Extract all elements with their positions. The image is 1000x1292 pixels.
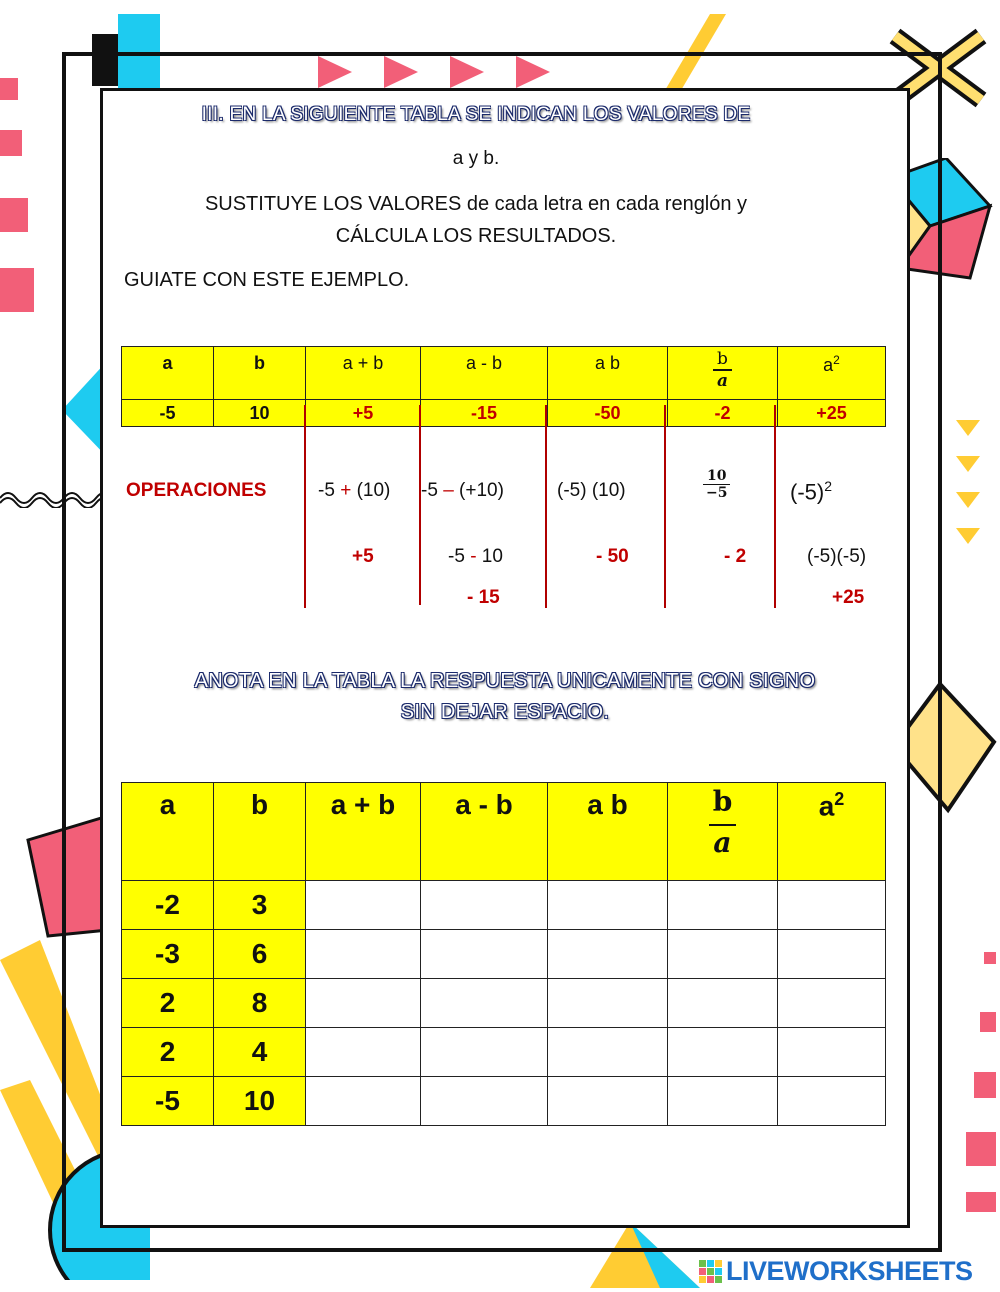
answer-row-4-power-cell[interactable] <box>778 1028 886 1077</box>
op-power-exp: 2 <box>824 478 833 494</box>
example-power-base: a <box>823 355 834 375</box>
example-header-sum: a + b <box>306 347 421 400</box>
example-header-prod: a b <box>548 347 668 400</box>
answer-row-4-b: 4 <box>214 1028 306 1077</box>
op-diff-step <box>448 546 503 568</box>
answer-row-1 <box>122 881 886 930</box>
answer-row-1-sum-cell[interactable] <box>306 881 421 930</box>
separator-3 <box>545 405 547 608</box>
answer-row-3-frac-cell[interactable] <box>668 979 778 1028</box>
answer-row-2-diff-cell[interactable] <box>421 930 548 979</box>
answer-row-2-b: 6 <box>214 930 306 979</box>
answer-row-3-sum-cell[interactable] <box>306 979 421 1028</box>
liveworksheets-logo[interactable] <box>698 1256 973 1287</box>
op-frac-den: −5 <box>706 485 728 501</box>
separator-5 <box>774 405 776 608</box>
example-table <box>121 346 886 427</box>
op-frac-result: - 2 <box>724 546 747 567</box>
example-power-exp: 2 <box>833 353 840 367</box>
answer-row-1-frac-cell[interactable] <box>668 881 778 930</box>
example-value-a: -5 <box>122 400 214 427</box>
example-value-prod: -50 <box>548 400 668 427</box>
guide-text: GUIATE CON ESTE EJEMPLO. <box>124 269 410 291</box>
operations-label: OPERACIONES <box>126 480 267 501</box>
example-frac-num: b <box>713 349 732 371</box>
answer-row-4-frac-cell[interactable] <box>668 1028 778 1077</box>
decor-pink-bar-4 <box>0 268 34 312</box>
answer-row-4 <box>122 1028 886 1077</box>
answer-row-5-b: 10 <box>214 1077 306 1126</box>
example-header-diff: a - b <box>421 347 548 400</box>
answer-row-5-sum-cell[interactable] <box>306 1077 421 1126</box>
title-line-2: a y b. <box>452 148 500 169</box>
op-sum-a: -5 <box>318 480 335 501</box>
answer-row-5-power-cell[interactable] <box>778 1077 886 1126</box>
decor-pink-bar-2 <box>0 130 22 156</box>
op-prod-result: - 50 <box>596 546 629 567</box>
decor-pink-bar-1 <box>0 78 18 100</box>
example-frac-den: a <box>716 371 728 391</box>
answer-row-5-prod-cell[interactable] <box>548 1077 668 1126</box>
op-diff-step-a: -5 <box>448 546 465 567</box>
example-header-row <box>122 347 886 400</box>
op-power <box>790 478 832 505</box>
answer-row-3-a: 2 <box>122 979 214 1028</box>
example-value-sum: +5 <box>306 400 421 427</box>
decor-pink-bars-right <box>966 952 996 1212</box>
answer-row-1-power-cell[interactable] <box>778 881 886 930</box>
answer-row-2-sum-cell[interactable] <box>306 930 421 979</box>
answer-frac-num: b <box>709 785 737 826</box>
op-diff-result: - 15 <box>467 587 500 608</box>
op-frac <box>703 468 730 501</box>
op-power-step: (-5)(-5) <box>807 546 867 567</box>
answer-header-diff: a - b <box>421 783 548 881</box>
answer-frac-den: a <box>713 826 732 859</box>
op-diff-step-b: 10 <box>481 546 503 567</box>
op-diff <box>421 480 504 502</box>
example-header-frac <box>668 347 778 400</box>
separator-4 <box>664 405 666 608</box>
op-sum <box>318 480 390 502</box>
answer-row-5-frac-cell[interactable] <box>668 1077 778 1126</box>
answer-row-2-prod-cell[interactable] <box>548 930 668 979</box>
answer-row-4-a: 2 <box>122 1028 214 1077</box>
op-power-base: (-5) <box>790 479 825 505</box>
answer-row-1-prod-cell[interactable] <box>548 881 668 930</box>
example-value-diff: -15 <box>421 400 548 427</box>
answer-row-1-diff-cell[interactable] <box>421 881 548 930</box>
example-header-b: b <box>214 347 306 400</box>
liveworksheets-brand: LIVEWORKSHEETS <box>726 1256 973 1286</box>
op-diff-a: -5 <box>421 480 438 501</box>
decor-yellow-triangles-right <box>954 418 984 548</box>
liveworksheets-icon <box>698 1259 724 1285</box>
op-sum-result: +5 <box>352 546 374 567</box>
subtitle-line-1: SUSTITUYE LOS VALORES de cada letra en cada renglón y <box>204 193 748 215</box>
answer-row-3-power-cell[interactable] <box>778 979 886 1028</box>
answer-row-3-prod-cell[interactable] <box>548 979 668 1028</box>
answer-row-1-a: -2 <box>122 881 214 930</box>
op-sum-b: (10) <box>356 480 391 501</box>
answer-header-row <box>122 783 886 881</box>
answer-header-prod: a b <box>548 783 668 881</box>
answer-row-3-diff-cell[interactable] <box>421 979 548 1028</box>
op-prod: (-5) (10) <box>557 480 626 501</box>
example-value-power: +25 <box>778 400 886 427</box>
title-line-1: III. EN LA SIGUIENTE TABLA SE INDICAN LOS VALORES DE <box>201 104 751 125</box>
answer-row-4-sum-cell[interactable] <box>306 1028 421 1077</box>
decor-pink-bar-3 <box>0 198 28 232</box>
op-diff-step-operator: - <box>470 546 477 567</box>
answer-header-power <box>778 783 886 881</box>
answer-row-3-b: 8 <box>214 979 306 1028</box>
example-header-a: a <box>122 347 214 400</box>
answer-row-3 <box>122 979 886 1028</box>
op-frac-num: 10 <box>703 468 730 485</box>
answer-header-b: b <box>214 783 306 881</box>
example-header-power <box>778 347 886 400</box>
answer-row-5-a: -5 <box>122 1077 214 1126</box>
op-power-result: +25 <box>832 587 865 608</box>
example-value-row <box>122 400 886 427</box>
answer-row-5-diff-cell[interactable] <box>421 1077 548 1126</box>
answer-row-5 <box>122 1077 886 1126</box>
op-sum-operator: + <box>340 480 352 501</box>
answer-header-a: a <box>122 783 214 881</box>
answer-instructions-line-2: SIN DEJAR ESPACIO. <box>400 701 610 723</box>
answer-row-2-power-cell[interactable] <box>778 930 886 979</box>
answer-header-frac <box>668 783 778 881</box>
answer-power-exp: 2 <box>834 789 845 809</box>
answer-header-sum: a + b <box>306 783 421 881</box>
answer-power-base: a <box>818 790 835 822</box>
answer-row-2-a: -3 <box>122 930 214 979</box>
answer-row-2-frac-cell[interactable] <box>668 930 778 979</box>
answer-table <box>121 782 886 1126</box>
example-value-frac: -2 <box>668 400 778 427</box>
separator-2 <box>419 405 421 605</box>
subtitle-line-2: CÁLCULA LOS RESULTADOS. <box>335 225 617 247</box>
answer-row-4-diff-cell[interactable] <box>421 1028 548 1077</box>
op-diff-b: (+10) <box>459 480 504 501</box>
answer-row-1-b: 3 <box>214 881 306 930</box>
answer-instructions-line-1: ANOTA EN LA TABLA LA RESPUESTA UNICAMENTE CON SIGNO <box>194 670 816 692</box>
answer-row-2 <box>122 930 886 979</box>
op-diff-operator: – <box>443 480 454 501</box>
example-value-b: 10 <box>214 400 306 427</box>
separator-1 <box>304 405 306 608</box>
answer-row-4-prod-cell[interactable] <box>548 1028 668 1077</box>
